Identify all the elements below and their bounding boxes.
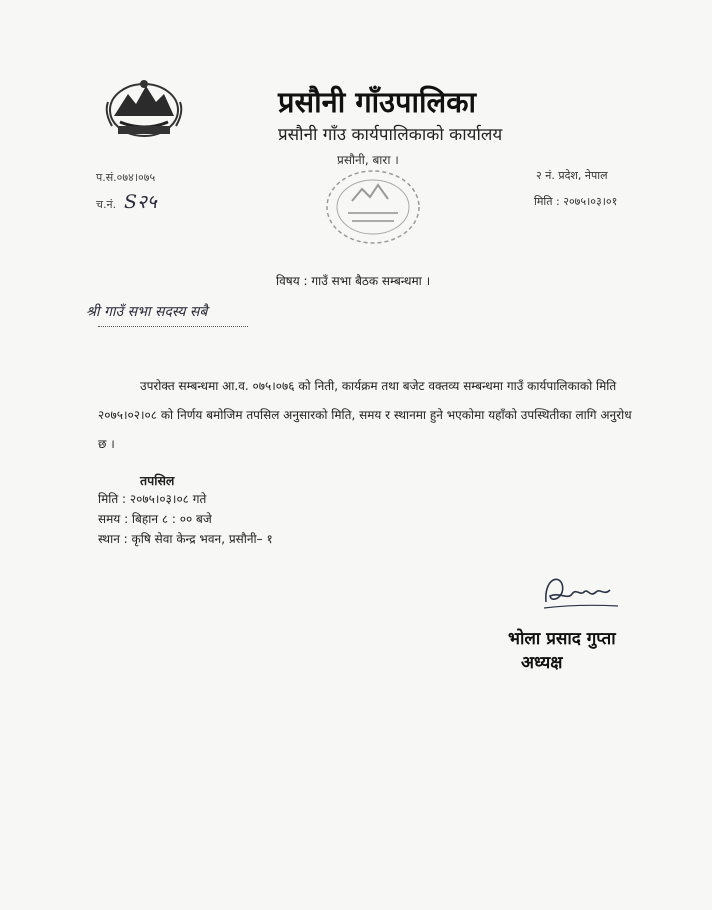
- dispatch-number-label: च.नं.: [96, 198, 117, 211]
- reference-number: प.सं.०७४।०७५: [96, 171, 156, 184]
- body-paragraph: उपरोक्त सम्बन्धमा आ.व. ०७५।०७६ को निती, कार्यक्रम तथा बजेट वक्तव्य सम्बन्धमा गाउँ कार्यपालिकाको मिति २०७५।०२।०८ को निर्णय बमोजिम तपसिल अनुसारको मिति, समय र स्थानमा हुने भएकोमा यहाँको उपस्थितीका लागि अनुरोध छ ।: [98, 379, 632, 451]
- recipient-handwritten: श्री गाउँ सभा सदस्य सबै: [86, 304, 208, 320]
- office-seal-stamp-icon: [318, 165, 428, 249]
- signer-title: अध्यक्ष: [521, 653, 563, 673]
- handwritten-signature-icon: [538, 570, 622, 614]
- schedule-date: मिति : २०७५।०३।०८ गते: [98, 492, 207, 506]
- letter-body: [98, 372, 638, 459]
- schedule-place: स्थान : कृषि सेवा केन्द्र भवन, प्रसौनी– १: [98, 532, 273, 546]
- org-office: प्रसौनी गाँउ कार्यपालिकाको कार्यालय: [278, 125, 503, 145]
- signer-name: भोला प्रसाद गुप्ता: [508, 629, 616, 649]
- dispatch-number-value: S२५: [124, 191, 157, 213]
- schedule-time: समय : बिहान ८ : ०० बजे: [98, 512, 212, 526]
- nepal-government-emblem-icon: [100, 72, 188, 144]
- province-line: २ नं. प्रदेश, नेपाल: [536, 169, 608, 182]
- letter-subject: विषय : गाउँ सभा बैठक सम्बन्धमा ।: [276, 274, 431, 288]
- letter-date: मिति : २०७५।०३।०१: [534, 195, 618, 208]
- org-address: प्रसौनी, बारा ।: [337, 153, 399, 167]
- recipient-dotted-line: [98, 326, 248, 327]
- schedule-title: तपसिल: [140, 473, 175, 488]
- org-name: प्रसौनी गाँउपालिका: [278, 85, 476, 119]
